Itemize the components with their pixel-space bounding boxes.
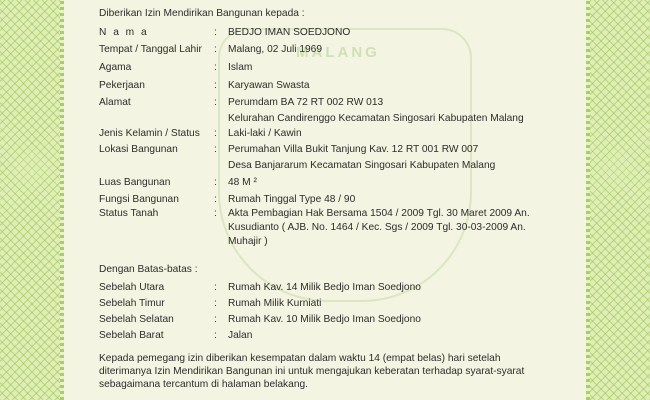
closing-line: diterimanya Izin Mendirikan Bangunan ini untuk mengajukan keberatan terhadap syarat-syarat — [99, 366, 525, 377]
field-colon: : — [214, 144, 217, 155]
field-colon: : — [214, 27, 217, 38]
field-value — [228, 194, 580, 206]
batas-label: Sebelah Selatan — [99, 314, 174, 325]
field-label: Status Tanah — [99, 208, 159, 219]
field-value-line: Islam — [228, 62, 253, 73]
field-value-line: Kelurahan Candirenggo Kecamatan Singosari Kabupaten Malang — [228, 113, 524, 124]
batas-value: Rumah Milik Kurniati — [228, 298, 322, 309]
field-value-line: BEDJO IMAN SOEDJONO — [228, 27, 351, 38]
field-value — [228, 44, 580, 56]
field-value-line: Akta Pembagian Hak Bersama 1504 / 2009 Tgl. 30 Maret 2009 An. — [228, 208, 530, 219]
batas-label: Sebelah Timur — [99, 298, 165, 309]
batas-colon: : — [214, 314, 217, 325]
field-value-line: Karyawan Swasta — [228, 80, 310, 91]
field-value — [228, 208, 580, 248]
batas-label: Sebelah Barat — [99, 330, 164, 341]
batas-value: Rumah Kav. 10 Milik Bedjo Iman Soedjono — [228, 314, 421, 325]
field-label: Alamat — [99, 97, 131, 108]
field-label: Jenis Kelamin / Status — [99, 128, 200, 139]
field-value-line: Muhajir ) — [228, 236, 268, 247]
field-value-line: Desa Banjararum Kecamatan Singosari Kabupaten Malang — [228, 160, 496, 171]
field-colon: : — [214, 62, 217, 73]
field-value-line: Perumdam BA 72 RT 002 RW 013 — [228, 97, 384, 108]
field-value — [228, 80, 580, 92]
field-colon: : — [214, 80, 217, 91]
field-colon: : — [214, 97, 217, 108]
field-value — [228, 62, 580, 74]
batas-colon: : — [214, 298, 217, 309]
field-colon: : — [214, 208, 217, 219]
field-value — [228, 177, 580, 189]
field-label: Pekerjaan — [99, 80, 145, 91]
batas-colon: : — [214, 330, 217, 341]
field-colon: : — [214, 177, 217, 188]
field-value-line: Malang, 02 Juli 1969 — [228, 44, 323, 55]
watermark-text: MALANG — [296, 44, 380, 61]
field-value — [228, 27, 580, 39]
batas-colon: : — [214, 282, 217, 293]
field-label: Fungsi Bangunan — [99, 194, 179, 205]
field-value — [228, 128, 580, 140]
field-label: N a m a — [99, 27, 149, 38]
field-value-line: Rumah Tinggal Type 48 / 90 — [228, 194, 356, 205]
batas-value: Rumah Kav. 14 Milik Bedjo Iman Soedjono — [228, 282, 421, 293]
field-label: Luas Bangunan — [99, 177, 171, 188]
field-label: Lokasi Bangunan — [99, 144, 178, 155]
field-value-line: 48 M ² — [228, 177, 257, 188]
field-label: Tempat / Tanggal Lahir — [99, 44, 202, 55]
closing-line: sebagaimana tercantum di halaman belakang. — [99, 379, 308, 390]
field-value-line: Laki-laki / Kawin — [228, 128, 302, 139]
batas-heading-text: Dengan Batas-batas : — [99, 264, 198, 275]
field-label: Agama — [99, 62, 132, 73]
batas-value: Jalan — [228, 330, 253, 341]
field-value — [228, 97, 580, 125]
batas-label: Sebelah Utara — [99, 282, 165, 293]
field-colon: : — [214, 194, 217, 205]
field-colon: : — [214, 44, 217, 55]
field-value — [228, 144, 580, 172]
closing-paragraph — [99, 352, 571, 391]
intro-line: Diberikan Izin Mendirikan Bangunan kepada : — [99, 8, 305, 19]
field-value-line: Perumahan Villa Bukit Tanjung Kav. 12 RT 001 RW 007 — [228, 144, 479, 155]
field-value-line: Kusudianto ( AJB. No. 1464 / Kec. Sgs / 2009 Tgl. 30-03-2009 An. — [228, 222, 526, 233]
closing-line: Kepada pemegang izin diberikan kesempatan dalam waktu 14 (empat belas) hari setelah — [99, 353, 501, 364]
field-colon: : — [214, 128, 217, 139]
